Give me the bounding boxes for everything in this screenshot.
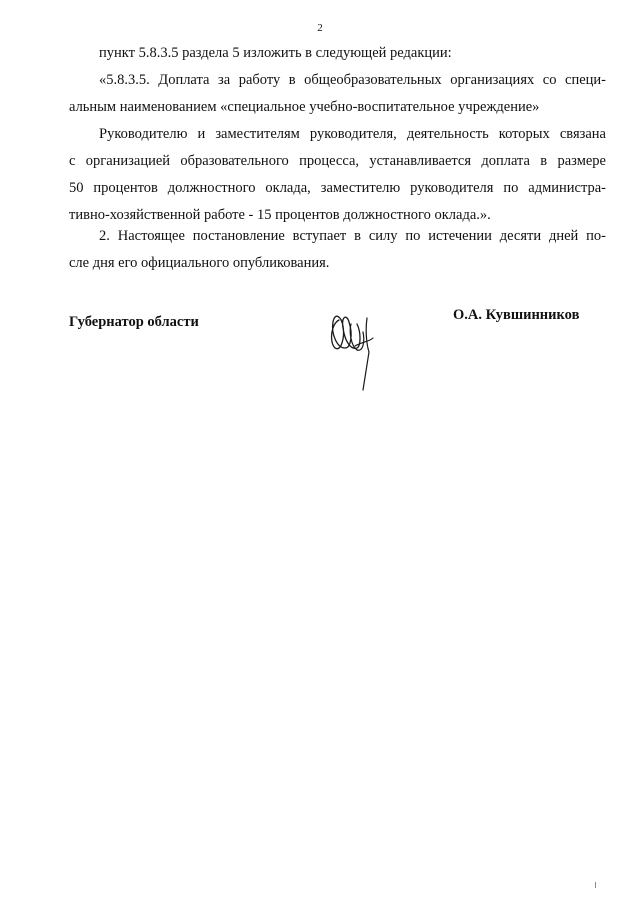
- page-number: 2: [317, 22, 323, 34]
- text-line: тивно-хозяйственной работе - 15 процентов должностного оклада.».: [69, 207, 491, 223]
- text-line: 2. Настоящее постановление вступает в силу по истечении десяти дней по-: [99, 228, 606, 244]
- text-line: «5.8.3.5. Доплата за работу в общеобразовательных организациях со специ-: [99, 72, 606, 88]
- signatory-name: О.А. Кувшинников: [453, 307, 580, 323]
- text-line: с организацией образовательного процесса, устанавливается доплата в размере: [69, 153, 606, 169]
- text-line: сле дня его официального опубликования.: [69, 255, 330, 271]
- paragraph-amended-clause-heading: [69, 67, 606, 121]
- paragraph-amended-clause-body: [69, 121, 606, 229]
- paragraph-amendment-intro: [69, 40, 606, 67]
- signatory-position-title: Губернатор области: [69, 314, 199, 330]
- handwritten-signature: [325, 302, 377, 394]
- text-line: Руководителю и заместителям руководителя, деятельность которых связана: [99, 126, 606, 142]
- text-line: альным наименованием «специальное учебно-воспитательное учреждение»: [69, 99, 540, 115]
- text-line: 50 процентов должностного оклада, заместителю руководителя по администра-: [69, 180, 606, 196]
- scan-artifact-mark: [595, 882, 596, 888]
- text-line: пункт 5.8.3.5 раздела 5 изложить в следующей редакции:: [99, 45, 452, 61]
- paragraph-entry-into-force: [69, 223, 606, 277]
